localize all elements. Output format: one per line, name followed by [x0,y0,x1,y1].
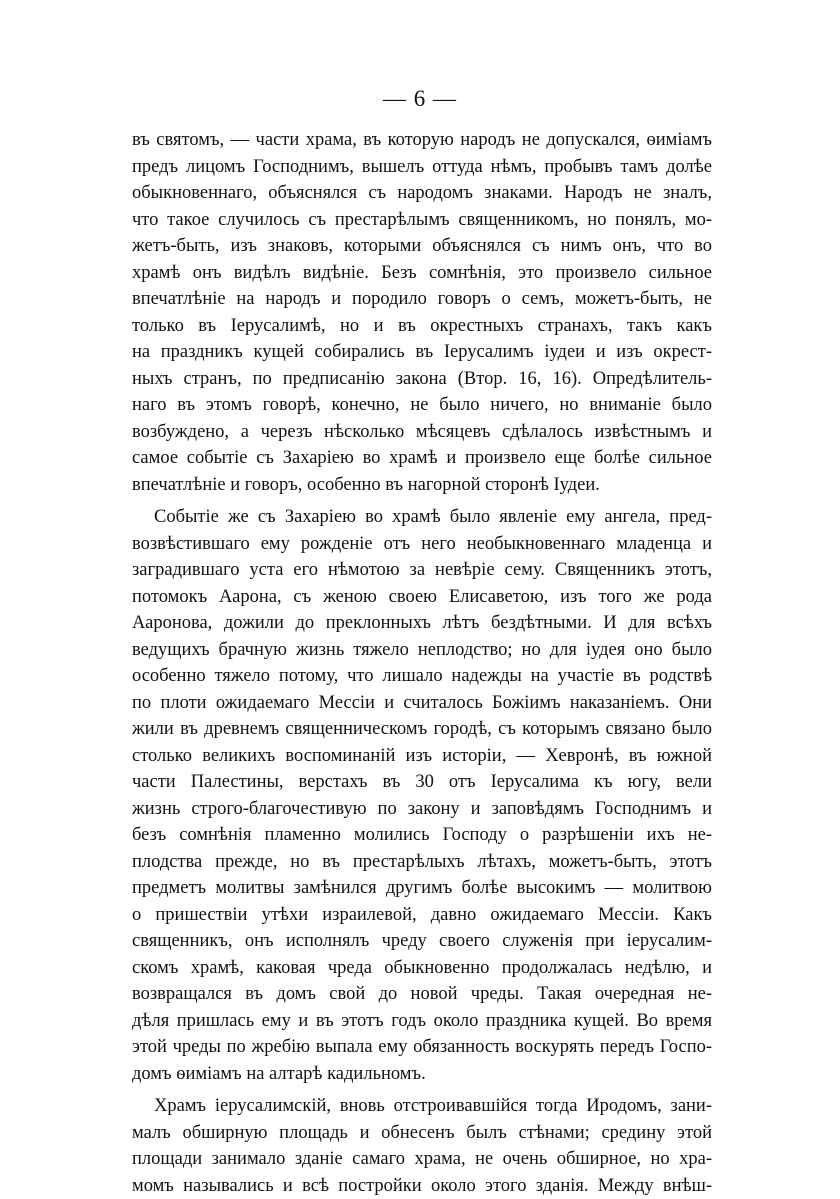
text-line: площади занимало зданіе самаго храма, не очень обширное, но хра- [132,1146,712,1173]
text-line: части Палестины, верстахъ въ 30 отъ Іерусалима къ югу, вели [132,769,712,796]
text-line: обыкновеннаго, объяснялся съ народомъ знаками. Народъ не зналъ, [132,180,712,207]
text-line: Храмъ іерусалимскій, вновь отстроивавшійся тогда Иродомъ, зани- [132,1093,712,1120]
text-line: на праздникъ кущей собирались въ Іерусалимъ іудеи и изъ окрест- [132,339,712,366]
text-line: возвращался въ домъ свой до новой чреды. Такая очередная не- [132,981,712,1008]
text-line: Событіе же съ Захаріею во храмѣ было явленіе ему ангела, пред- [132,504,712,531]
text-line: предъ лицомъ Господнимъ, вышелъ оттуда нѣмъ, пробывъ тамъ долѣе [132,154,712,181]
text-line: впечатлѣніе и говоръ, особенно въ нагорной сторонѣ Іудеи. [132,472,712,499]
text-line: этой чреды по жребію выпала ему обязанность воскурять передъ Госпо- [132,1034,712,1061]
text-line: о пришествіи утѣхи израилевой, давно ожидаемаго Мессіи. Какъ [132,902,712,929]
text-line: впечатлѣніе на народъ и породило говоръ о семъ, можетъ-быть, не [132,286,712,313]
text-line: домъ ѳиміамъ на алтарѣ кадильномъ. [132,1061,712,1088]
text-line: жизнь строго-благочестивую по закону и заповѣдямъ Господнимъ и [132,796,712,823]
text-line: ведущихъ брачную жизнь тяжело неплодство; но для іудея оно было [132,637,712,664]
text-line: храмѣ онъ видѣлъ видѣніе. Безъ сомнѣнія, это произвело сильное [132,260,712,287]
paragraph-3 [132,1093,712,1199]
text-line: заградившаго уста его нѣмотою за невѣріе сему. Священникъ этотъ, [132,557,712,584]
text-line: особенно тяжело потому, что лишало надежды на участіе въ родствѣ [132,663,712,690]
text-line: момъ назывались и всѣ постройки около этого зданія. Между внѣш- [132,1173,712,1199]
text-line: плодства прежде, но въ престарѣлыхъ лѣтахъ, можетъ-быть, этотъ [132,849,712,876]
text-line: наго въ этомъ говорѣ, конечно, не было ничего, но вниманіе было [132,392,712,419]
text-line: потомокъ Аарона, съ женою своею Елисаветою, изъ того же рода [132,584,712,611]
text-line: въ святомъ, — части храма, въ которую народъ не допускался, ѳиміамъ [132,127,712,154]
text-line: жили въ древнемъ священническомъ городѣ, съ которымъ связано было [132,716,712,743]
text-line: возвѣстившаго ему рожденіе отъ него необыкновеннаго младенца и [132,531,712,558]
paragraph-1 [132,127,712,498]
text-line: предметъ молитвы замѣнился другимъ болѣе высокимъ — молитвою [132,875,712,902]
text-line: столько великихъ воспоминаній изъ исторіи, — Хевронѣ, въ южной [132,743,712,770]
text-line: скомъ храмѣ, каковая чреда обыкновенно продолжалась недѣлю, и [132,955,712,982]
text-line: священникъ, онъ исполнялъ чреду своего служенія при іерусалим- [132,928,712,955]
text-line: возбуждено, а черезъ нѣсколько мѣсяцевъ сдѣлалось извѣстнымъ и [132,419,712,446]
text-line: только въ Іерусалимѣ, но и въ окрестныхъ странахъ, такъ какъ [132,313,712,340]
text-line: Ааронова, дожили до преклонныхъ лѣтъ бездѣтными. И для всѣхъ [132,610,712,637]
text-line: жетъ-быть, изъ знаковъ, которыми объяснялся съ нимъ онъ, что во [132,233,712,260]
text-line: самое событіе съ Захаріею во храмѣ и произвело еще болѣе сильное [132,445,712,472]
page-number: — 6 — [0,86,840,112]
paragraph-2 [132,504,712,1087]
body-text [132,127,712,1199]
text-line: что такое случилось съ престарѣлымъ священникомъ, но понялъ, мо- [132,207,712,234]
text-line: по плоти ожидаемаго Мессіи и считалось Божіимъ наказаніемъ. Они [132,690,712,717]
text-line: малъ обширную площадь и обнесенъ былъ стѣнами; средину этой [132,1120,712,1147]
text-line: безъ сомнѣнія пламенно молились Господу о разрѣшеніи ихъ не- [132,822,712,849]
text-line: ныхъ странъ, по предписанію закона (Втор. 16, 16). Опредѣлитель- [132,366,712,393]
text-line: дѣля пришлась ему и въ этотъ годъ около праздника кущей. Во время [132,1008,712,1035]
